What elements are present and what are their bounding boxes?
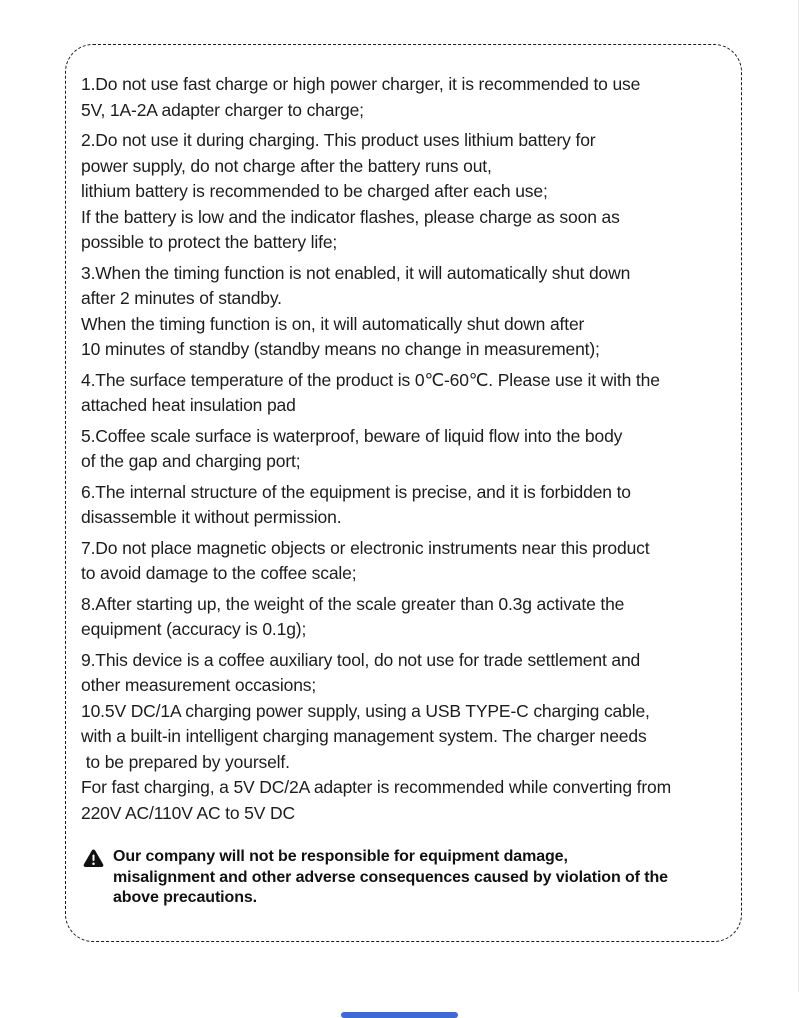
precaution-line: When the timing function is on, it will automatically shut down after <box>81 313 585 334</box>
precaution-line: 6.The internal structure of the equipment is precise, and it is forbidden to <box>81 481 631 502</box>
precaution-line: 7.Do not place magnetic objects or electronic instruments near this product <box>81 537 650 558</box>
precaution-line: 5V, 1A-2A adapter charger to charge; <box>81 99 364 120</box>
precaution-line: with a built-in intelligent charging management system. The charger needs <box>81 726 647 746</box>
precaution-line: lithium battery is recommended to be charged after each use; <box>81 181 548 201</box>
precaution-line: 220V AC/110V AC to 5V DC <box>81 802 295 823</box>
precaution-paragraph <box>81 261 729 363</box>
precaution-line: 2.Do not use it during charging. This product uses lithium battery for <box>81 130 596 150</box>
precaution-line: 10 minutes of standby (standby means no change in measurement); <box>81 339 600 359</box>
warning-note <box>81 847 729 909</box>
precaution-line: For fast charging, a 5V DC/2A adapter is recommended while converting from <box>81 777 672 797</box>
precaution-paragraph <box>81 480 729 531</box>
precaution-line: disassemble it without permission. <box>81 507 342 527</box>
precaution-line: 5.Coffee scale surface is waterproof, beware of liquid flow into the body <box>81 425 623 446</box>
precaution-line: 3.When the timing function is not enabled, it will automatically shut down <box>81 262 631 283</box>
precaution-line: after 2 minutes of standby. <box>81 288 282 308</box>
warning-line: above precautions. <box>113 889 258 907</box>
precaution-line: 8.After starting up, the weight of the scale greater than 0.3g activate the <box>81 593 625 614</box>
warning-triangle-icon <box>83 849 104 868</box>
precaution-paragraph <box>81 368 729 419</box>
warning-text <box>113 847 668 909</box>
precaution-line: equipment (accuracy is 0.1g); <box>81 619 307 639</box>
precaution-line: of the gap and charging port; <box>81 451 301 471</box>
precaution-line: 4.The surface temperature of the product is 0℃-60℃. Please use it with the <box>81 369 660 390</box>
precaution-line: to be prepared by yourself. <box>81 751 290 772</box>
precaution-paragraph <box>81 592 729 643</box>
precaution-paragraph <box>81 128 729 256</box>
precautions-list <box>81 72 729 826</box>
precaution-line: If the battery is low and the indicator flashes, please charge as soon as <box>81 206 620 227</box>
warning-line: misalignment and other adverse consequences caused by violation of the <box>113 868 668 886</box>
precaution-line: other measurement occasions; <box>81 675 317 695</box>
page-edge-line <box>798 0 799 992</box>
home-indicator-bar <box>341 1012 458 1018</box>
precaution-paragraph <box>81 424 729 475</box>
precaution-paragraph <box>81 536 729 587</box>
warning-line: Our company will not be responsible for equipment damage, <box>113 848 568 865</box>
precaution-line: power supply, do not charge after the battery runs out, <box>81 155 492 176</box>
precaution-line: to avoid damage to the coffee scale; <box>81 563 357 583</box>
precaution-line: 1.Do not use fast charge or high power charger, it is recommended to use <box>81 74 641 94</box>
precaution-line: attached heat insulation pad <box>81 395 296 415</box>
precautions-box <box>65 44 742 942</box>
precaution-line: possible to protect the battery life; <box>81 232 338 252</box>
precaution-paragraph <box>81 72 729 123</box>
precaution-paragraph <box>81 648 729 827</box>
precaution-line: 10.5V DC/1A charging power supply, using a USB TYPE-C charging cable, <box>81 700 650 721</box>
precaution-line: 9.This device is a coffee auxiliary tool, do not use for trade settlement and <box>81 649 641 670</box>
